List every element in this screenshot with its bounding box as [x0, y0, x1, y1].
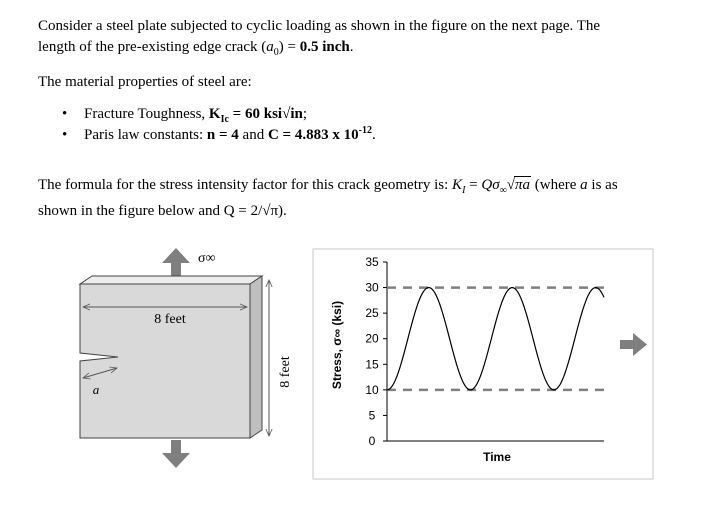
where-end: is as [587, 177, 618, 193]
a0-value: 0.5 inch [299, 39, 350, 55]
intro-line-1: Consider a steel plate subjected to cyclic loading as shown in the figure on the next page. The [38, 18, 601, 34]
materials-intro: The material properties of steel are: [38, 74, 252, 90]
bullet-icon: • [62, 127, 68, 143]
width-label: 8 feet [154, 312, 186, 327]
c-exponent: -12 [358, 125, 372, 136]
k-subscript: I [462, 185, 466, 196]
height-label: 8 feet [278, 356, 293, 388]
sqrt-symbol: √ [506, 177, 515, 193]
crack-label: a [92, 382, 100, 397]
kic-symbol: K [208, 106, 221, 122]
formula-equals: = [465, 177, 482, 193]
a0-variable: a [266, 39, 274, 55]
kic-value: 60 ksi√in [244, 106, 303, 122]
chart-frame [313, 249, 653, 479]
y-tick-label: 0 [368, 434, 376, 448]
y-tick-label: 20 [365, 331, 379, 346]
a0-subscript: 0 [273, 47, 279, 58]
intro-line-2-mid: ) = [278, 39, 300, 55]
c-end: . [371, 127, 376, 143]
formula-line-2: shown in the figure below and Q = 2/√π). [38, 203, 287, 219]
kic-subscript: Ic [220, 114, 229, 125]
plate-top-face [80, 276, 262, 284]
plate-side-face [250, 276, 262, 438]
sigma-symbol: σ [492, 177, 500, 193]
stress-time-chart [313, 249, 653, 479]
bottom-stress-arrow [162, 440, 190, 468]
q-symbol: Q [481, 177, 493, 193]
k-symbol: K [452, 177, 463, 193]
where-text: (where [531, 177, 581, 193]
stress-label: σ∞ [198, 251, 216, 266]
y-tick-label: 15 [365, 357, 379, 372]
n-value: n = 4 [206, 127, 239, 143]
kic-end: ; [302, 106, 307, 122]
formula-prefix: The formula for the stress intensity factor for this crack geometry is: [38, 177, 453, 193]
y-tick-label: 35 [365, 255, 379, 269]
top-stress-arrow [162, 248, 190, 276]
a-variable: a [580, 177, 588, 193]
y-axis-label: Stress, σ∞ (ksi) [330, 300, 344, 390]
y-tick-label: 5 [368, 408, 376, 423]
y-tick-label: 30 [365, 280, 379, 295]
intro-line-2-prefix: length of the pre-existing edge crack ( [38, 39, 267, 55]
plate-figure [80, 248, 293, 468]
sigma-subscript: ∞ [499, 185, 507, 196]
c-value: C = 4.883 x 10 [267, 127, 359, 143]
x-axis-label: Time [483, 450, 511, 464]
fracture-toughness-label: Fracture Toughness, [84, 106, 209, 122]
y-tick-label: 25 [365, 306, 379, 321]
kic-equals: = [228, 106, 245, 122]
intro-line-2-end: . [349, 39, 354, 55]
bullet-icon: • [62, 106, 68, 122]
paris-law-label: Paris law constants: [84, 127, 207, 143]
y-tick-label: 10 [365, 382, 379, 397]
and-text: and [238, 127, 268, 143]
sqrt-body: πa [515, 177, 531, 193]
